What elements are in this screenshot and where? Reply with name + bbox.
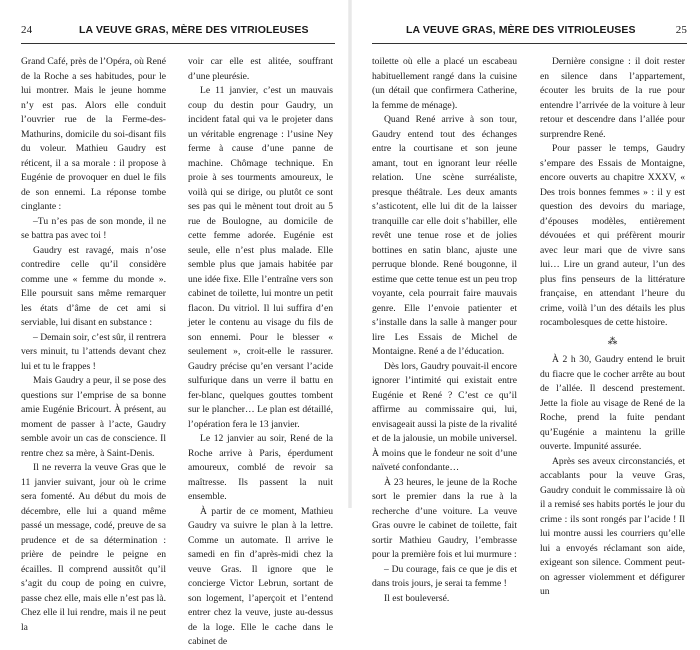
text-column (188, 55, 333, 650)
paragraph: Gaudry est ravagé, mais n’ose contredire celle qu’il considère comme une « femme du monde ». Elle poursuit sans même remarquer les états d’âme de cet ami si serviable, lui disant en substance : (21, 244, 166, 328)
paragraph: Le 11 janvier, c’est un mauvais coup du destin pour Gaudry, un incident fatal qui va le projeter dans un véritable engrenage : l’usine Ney ferme à cause d’une panne de machine. Chômage technique. En proie à ses tourments amoureux, le voilà qui se dirige, ou plutôt ce sont ses pas qui le mènent tout droit au 5 rue de Boulogne, au domicile de cette femme adorée. Eugénie est seule, elle n’est plus malade. Elle semble plus que jamais habitée par une idée fixe. Elle l’entraîne vers son cabinet de toilette, lui montre un petit flacon. Du vitriol. Il lui suffira d’en jeter le contenu au visage du fils de son ennemi. Pour le blesser « seulement », croit-elle le rassurer. Gaudry précise qu’en versant l’acide sulfurique dans un verre il battu en fer-blanc, quelques gouttes tombent sur le plancher… Le plan est détaillé, l’opération fera le 13 janvier. (188, 85, 333, 430)
paragraph: À 23 heures, le jeune de la Roche sort le premier dans la rue à la recherche d’une voiture. La veuve Gras ouvre le cabinet de toilette, fait sortir Mathieu Gaudry, l’embrasse pour la première fois et lui murmure : (372, 476, 517, 560)
paragraph: Il ne reverra la veuve Gras que le 11 janvier suivant, jour où le crime sera fomenté. Au début du mois de décembre, elle lui a quand même passé un message, codé, preuve de sa prudence et de sa détermination : prière de peindre le peigne en écailles. Il comprend aussitôt qu’il s’agit du coup de poing en cuivre, passe chez elle, mais elle n’est pas là. Chez elle il lui rendre, mais il ne peut la (21, 462, 166, 633)
text-column (540, 55, 685, 600)
right-page (350, 0, 700, 604)
text-column (21, 55, 166, 635)
paragraph: À 2 h 30, Gaudry entend le bruit du fiacre que le cocher arrête au bout de l’allée. Il descend prestement. Jette la fiole au visage de René de la Roche, prend la fuite pendant qu’Eugénie a maintenu la grille ouverte. Impunité assurée. (540, 354, 685, 452)
paragraph: Quand René arrive à son tour, Gaudry entend tout des échanges entre la courtisane et son jeune amant, tout en ignorant leur réelle relation. Une scène surréaliste, presque théâtrale. Les deux amants s’asticotent, elle lui dit de la laisser tranquille car elle doit s’habiller, elle revêt une tenue rose et de jolies bottines en satin blanc, ajuste une perruque blonde. René bougonne, il estime que cette tenue est un peu trop voyante, cela pourrait faire mauvais genre. Elle l’envoie patienter et s’installe dans la salle à manger pour lire Les Essais de Michel de Montaigne. René a de l’éducation. (372, 114, 517, 357)
page-number: 25 (675, 24, 687, 36)
left-page (0, 0, 350, 647)
paragraph: Pour passer le temps, Gaudry s’empare des Essais de Montaigne, encore ouverts au chapitre XXXV, « Des trois bonnes femmes » : il y est question des devoirs du mariage, d’épouses modèles, entièrement dévouées et qui préfèrent mourir avec leur mari que de vivre sans lui… Lire un grand auteur, l’un des plus fins penseurs de la littérature française, en attendant l’heure du crime, voilà l’un des détails les plus rocambolesques de cette histoire. (540, 143, 685, 328)
page-number: 24 (21, 24, 33, 36)
paragraph: – Demain soir, c’est sûr, il rentrera vers minuit, tu l’attends devant chez lui et tu le frappes ! (21, 331, 166, 372)
running-title: LA VEUVE GRAS, MÈRE DES VITRIOLEUSES (406, 24, 636, 36)
paragraph: Mais Gaudry a peur, il se pose des questions sur l’emprise de sa bonne amie Eugénie Bricourt. À présent, au moment de passer à l’acte, Gaudry semble avoir un cas de conscience. Il rentre chez sa mère, à Saint-Denis. (21, 375, 166, 459)
paragraph: voir car elle est alitée, souffrant d’une pleurésie. (188, 56, 333, 82)
paragraph: – Du courage, fais ce que je dis et dans trois jours, je serai ta femme ! (372, 563, 517, 589)
paragraph: Dès lors, Gaudry pouvait-il encore ignorer l’intimité qui existait entre Eugénie et René ? C’est ce qu’il affirme au commissaire qui, lui, envisageait aussi la piste de la rivalité et de la jalousie, un mobile universel. À moins que le fondeur ne soit d’une naïveté confondante… (372, 360, 517, 473)
paragraph: Le 12 janvier au soir, René de la Roche arrive à Paris, éperdument amoureux, comblé de revoir sa maîtresse. Ils passent la nuit ensemble. (188, 433, 333, 502)
header-rule (21, 43, 335, 44)
paragraph: –Tu n’es pas de son monde, il ne se battra pas avec toi ! (21, 215, 166, 241)
paragraph: Dernière consigne : il doit rester en silence dans l’appartement, écouter les bruits de la rue pour entendre l’arrivée de la voiture à leur retour et descendre dans l’allée pour surprendre René. (540, 56, 685, 140)
running-header (372, 24, 687, 38)
paragraph: Après ses aveux circonstanciés, et accablants pour la veuve Gras, Gaudry conduit le commissaire là où il a remisé ses habits portés le jour du crime : ils sont rongés par l’acide ! Il lui montre aussi les courriers qu’elle lui a envoyés réclamant son aide, exigeant son silence. Comment peut-on agresser violemment et défigurer un (540, 455, 685, 597)
header-rule (372, 43, 687, 44)
running-header (21, 24, 335, 38)
paragraph: À partir de ce moment, Mathieu Gaudry va suivre le plan à la lettre. Comme un automate. Il arrive le samedi en fin d’après-midi chez la veuve Gras. Il ignore que le concierge Victor Lebrun, sortant de son logement, l’aperçoit et l’entend entrer chez la veuve, juste au-dessus de la loge. Elle le cache dans le cabinet de (188, 505, 333, 647)
running-title: LA VEUVE GRAS, MÈRE DES VITRIOLEUSES (79, 24, 309, 36)
section-break: ⁂ (607, 335, 618, 347)
paragraph: Il est bouleversé. (384, 592, 450, 604)
paragraph: toilette où elle a placé un escabeau habituellement rangé dans la cuisine (un détail que confirmera Catherine, la femme de ménage). (372, 56, 517, 111)
paragraph: Grand Café, près de l’Opéra, où René de la Roche a ses habitudes, pour le lui montrer. Mais le jeune homme n’y est pas. Alors elle conduit l’ouvrier rue de la Ferme-des-Mathurins, domicile du soi-disant fils du voleur. Mathieu Gaudry est réticent, il a sa morale : il propose à Eugénie de provoquer en duel le fils de son ennemi. La réponse tombe cinglante : (21, 56, 166, 212)
text-column (372, 55, 517, 606)
